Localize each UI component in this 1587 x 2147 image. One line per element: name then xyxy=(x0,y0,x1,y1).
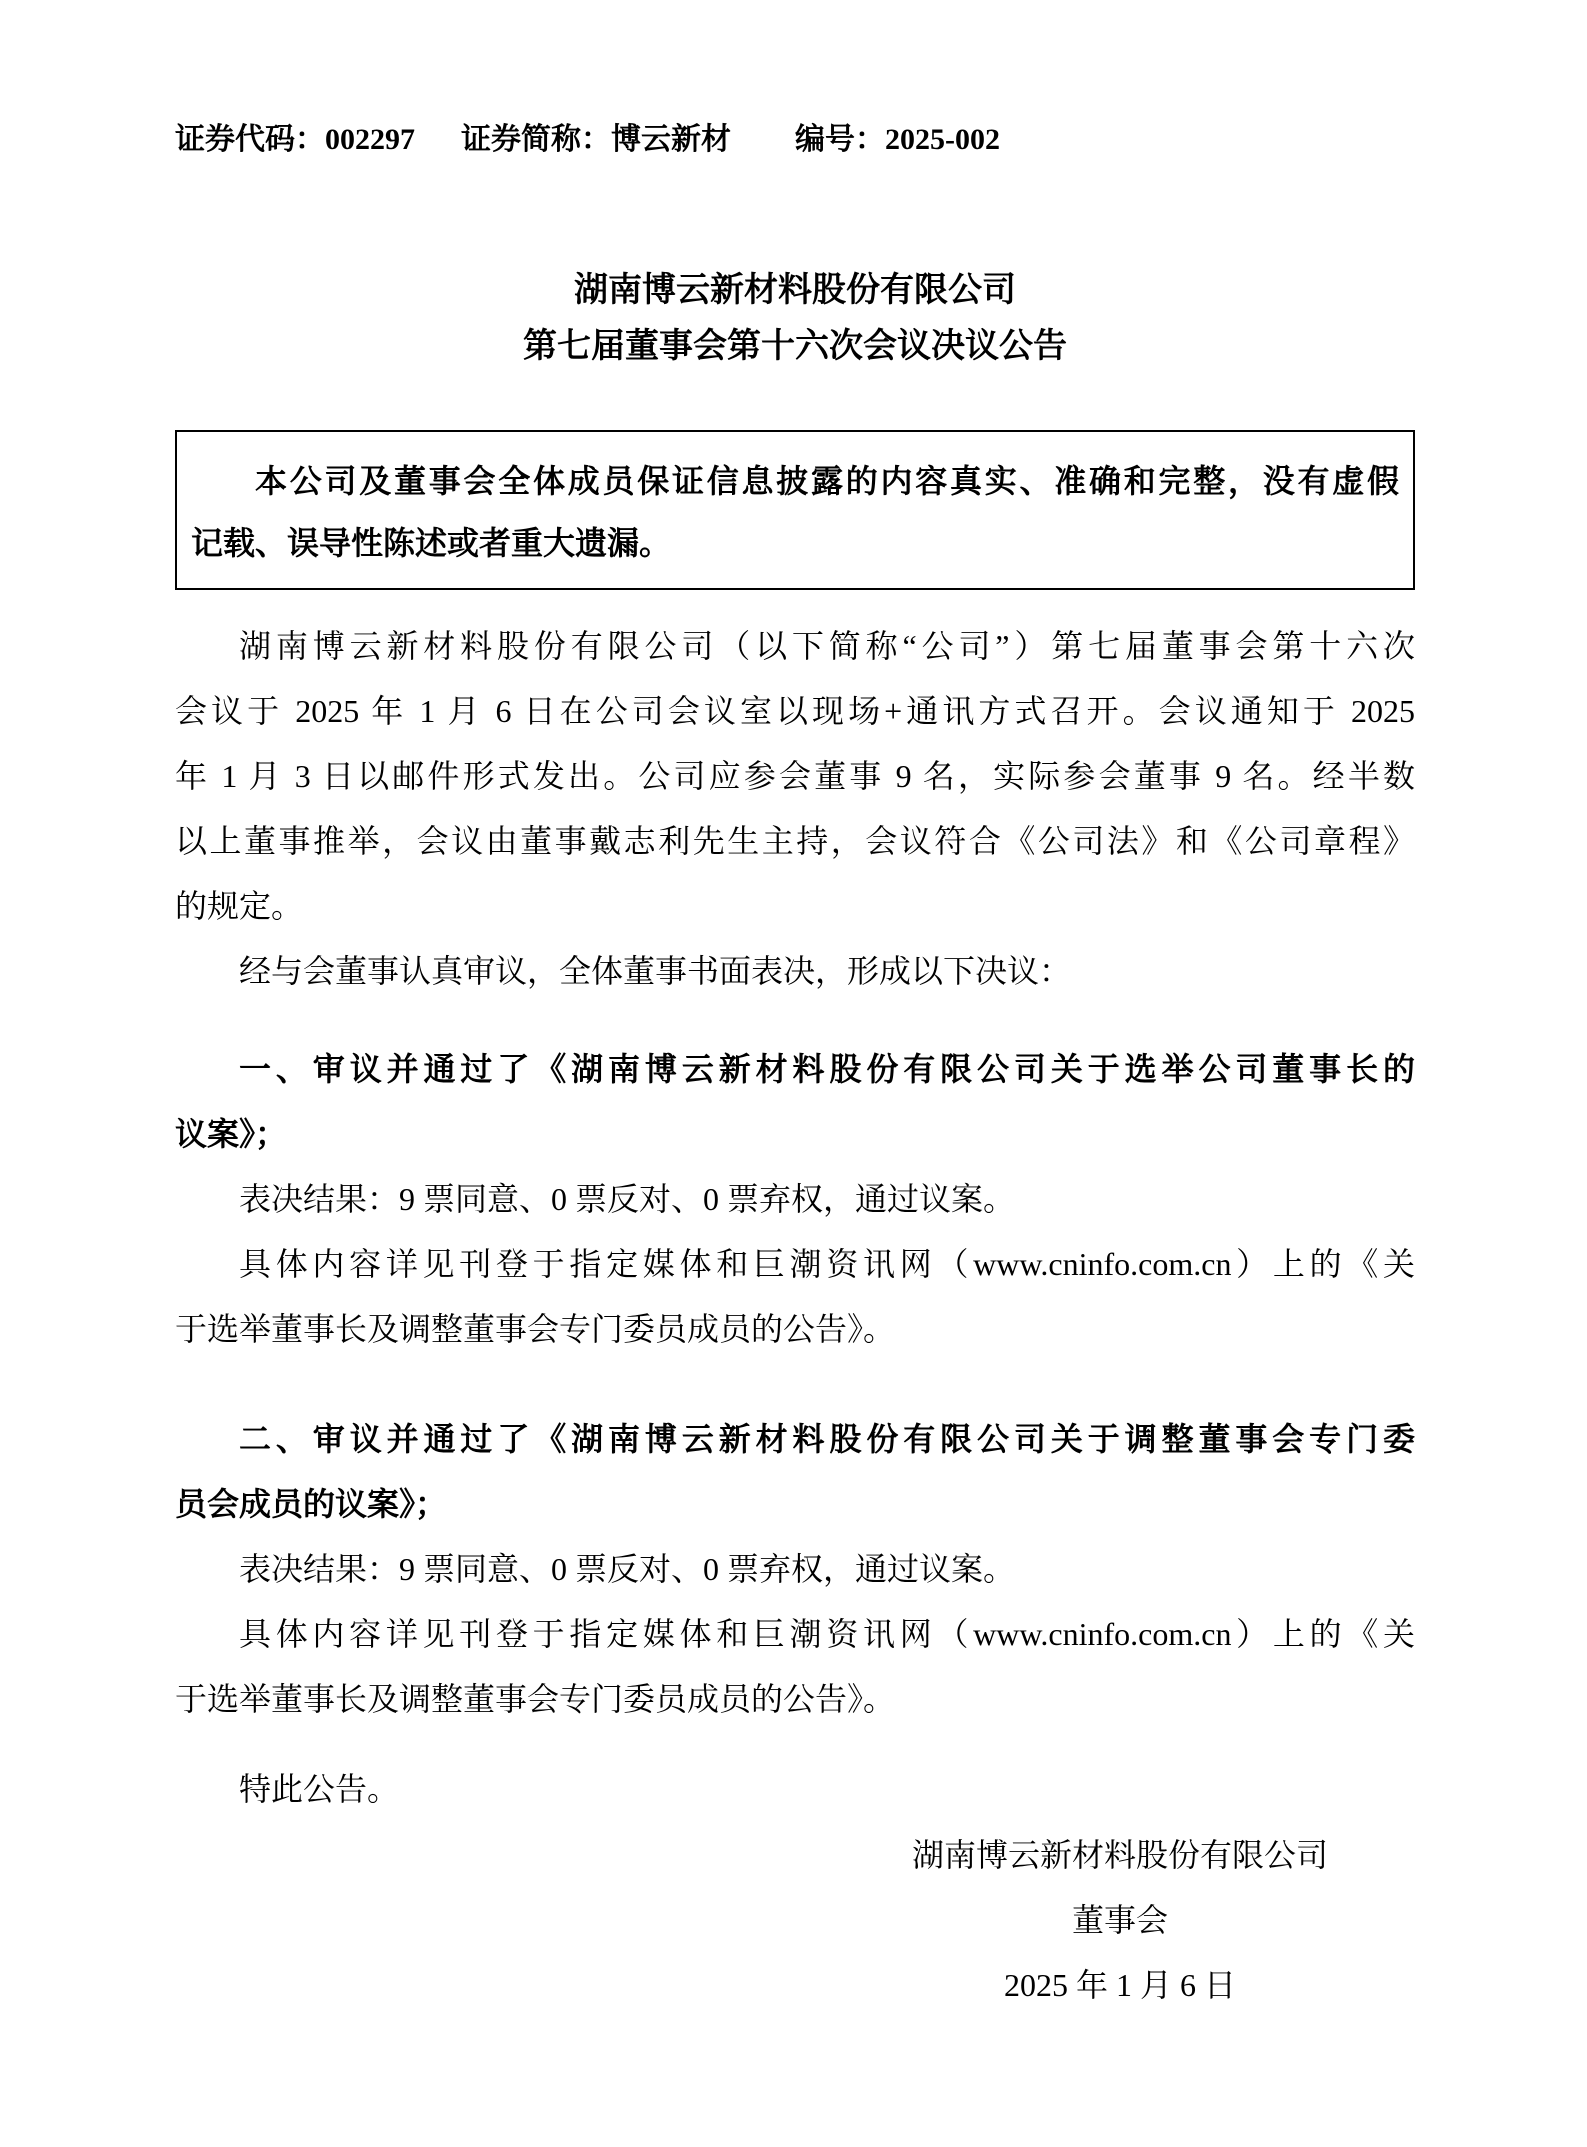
resolution-2-vote-result: 表决结果：9 票同意、0 票反对、0 票弃权，通过议案。 xyxy=(239,1551,1016,1587)
resolution-1-vote-result: 表决结果：9 票同意、0 票反对、0 票弃权，通过议案。 xyxy=(239,1181,1016,1217)
meeting-info-line: 以上董事推举，会议由董事戴志利先生主持，会议符合《公司法》和《公司章程》 xyxy=(175,823,1415,859)
meeting-info-line: 的规定。 xyxy=(175,888,304,924)
resolution-1-detail-line: 具体内容详见刊登于指定媒体和巨潮资讯网（www.cninfo.com.cn）上的《关 xyxy=(239,1246,1415,1282)
meeting-info-line: 年 1 月 3 日以邮件形式发出。公司应参会董事 9 名，实际参会董事 9 名。经半数 xyxy=(175,758,1415,794)
meeting-title: 第七届董事会第十六次会议决议公告 xyxy=(523,328,1067,365)
resolution-1-section xyxy=(175,1037,1415,1362)
company-name-title: 湖南博云新材料股份有限公司 xyxy=(574,272,1016,309)
closing-statement: 特此公告。 xyxy=(239,1771,400,1807)
meeting-info-line: 会议于 2025 年 1 月 6 日在公司会议室以现场+通讯方式召开。会议通知于 2025 xyxy=(175,693,1415,729)
resolution-1-detail-line: 于选举董事长及调整董事会专门委员成员的公告》。 xyxy=(175,1311,896,1347)
meeting-info-paragraph xyxy=(175,614,1415,939)
disclaimer-box xyxy=(175,430,1415,590)
signature-block xyxy=(910,1825,1330,2020)
resolution-1-heading-line: 一、审议并通过了《湖南博云新材料股份有限公司关于选举公司董事长的 xyxy=(239,1051,1415,1087)
meeting-info-line: 湖南博云新材料股份有限公司（以下简称“公司”）第七届董事会第十六次 xyxy=(239,628,1415,664)
resolution-2-detail-line: 于选举董事长及调整董事会专门委员成员的公告》。 xyxy=(175,1681,896,1717)
resolution-intro: 经与会董事认真审议，全体董事书面表决，形成以下决议： xyxy=(239,953,1072,989)
stock-short-name: 证券简称：博云新材 xyxy=(461,123,731,156)
resolution-2-heading-line: 二、审议并通过了《湖南博云新材料股份有限公司关于调整董事会专门委 xyxy=(239,1421,1415,1457)
doc-header xyxy=(175,0,1415,160)
closing-paragraph xyxy=(175,1757,1415,1822)
disclaimer-line: 本公司及董事会全体成员保证信息披露的内容真实、准确和完整，没有虚假 xyxy=(255,463,1399,499)
signature-date: 2025 年 1 月 6 日 xyxy=(1003,1967,1236,2003)
resolution-2-section xyxy=(175,1407,1415,1732)
signature-company: 湖南博云新材料股份有限公司 xyxy=(911,1837,1328,1873)
resolution-2-heading-line: 员会成员的议案》； xyxy=(175,1486,448,1522)
disclaimer-line: 记载、误导性陈述或者重大遗漏。 xyxy=(191,525,672,561)
stock-code: 证券代码：002297 xyxy=(175,123,415,156)
announcement-number: 编号：2025-002 xyxy=(795,123,1000,156)
resolution-2-detail-line: 具体内容详见刊登于指定媒体和巨潮资讯网（www.cninfo.com.cn）上的《关 xyxy=(239,1616,1415,1652)
resolution-1-heading-line: 议案》； xyxy=(175,1116,288,1152)
resolution-intro-paragraph xyxy=(175,939,1415,1004)
signature-issuer: 董事会 xyxy=(1071,1902,1168,1938)
